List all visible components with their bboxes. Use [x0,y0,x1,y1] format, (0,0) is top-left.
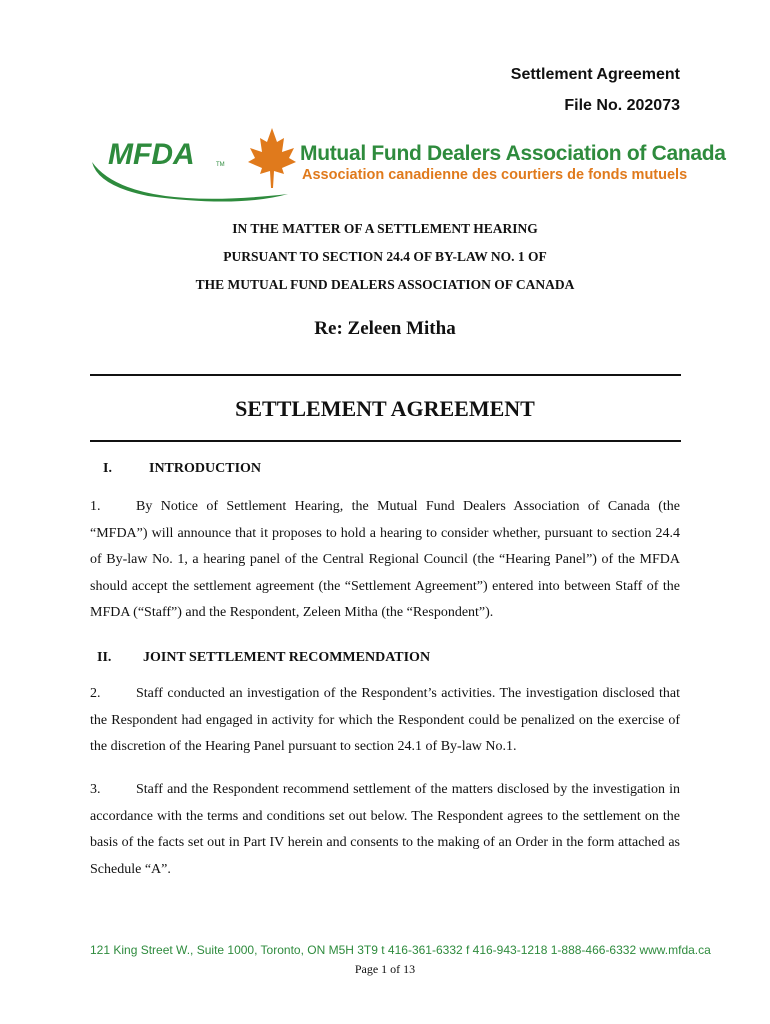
title-rule-top [90,374,681,376]
section-number: II. [97,650,112,665]
maple-leaf-icon [248,128,296,188]
file-number: File No. 202073 [564,97,680,114]
org-name-french: Association canadienne des courtiers de fonds mutuels [302,167,688,183]
page-number: Page 1 of 13 [354,962,416,976]
org-name-english: Mutual Fund Dealers Association of Canada [300,142,726,165]
matter-line-3: THE MUTUAL FUND DEALERS ASSOCIATION OF CANADA [195,277,575,292]
paragraph [90,777,680,883]
section-title: JOINT SETTLEMENT RECOMMENDATION [143,650,431,665]
paragraph-text: Staff conducted an investigation of the Respondent’s activities. The investigation disclosed that the Respondent had engaged in activity for which the Respondent could be penalized on the exercise of the discretion of the Hearing Panel pursuant to section 24.1 of By-law No.1. [90,686,680,754]
re-line: Re: Zeleen Mitha [314,318,456,339]
paragraph-number: 1. [90,499,101,514]
paragraph-text: Staff and the Respondent recommend settlement of the matters disclosed by the investigation in accordance with the terms and conditions set out below. The Respondent agrees to the settlement on the basis of the facts set out in Part IV herein and consents to the making of an Order in the form attached as Schedule “A”. [90,782,680,877]
paragraph-number: 2. [90,686,101,701]
paragraph-number: 3. [90,782,101,797]
logo-tm: TM [216,162,225,168]
title-rule-bottom [90,440,681,442]
section-heading-introduction [103,461,261,477]
logo-acronym: MFDA [108,138,195,171]
paragraph-text: By Notice of Settlement Hearing, the Mutual Fund Dealers Association of Canada (the “MFDA”) will announce that it proposes to hold a hearing to consider whether, pursuant to section 24.4 of By-law No. 1, a hearing panel of the Central Regional Council (the “Hearing Panel”) of the MFDA should accept the settlement agreement (the “Settlement Agreement”) entered into between Staff of the MFDA (“Staff”) and the Respondent, Zeleen Mitha (the “Respondent”). [90,499,680,620]
section-number: I. [103,461,112,476]
section-heading-joint-settlement [97,650,430,666]
matter-line-1: IN THE MATTER OF A SETTLEMENT HEARING [232,221,538,236]
section-title: INTRODUCTION [149,461,262,476]
paragraph [90,494,680,627]
matter-line-2: PURSUANT TO SECTION 24.4 OF BY-LAW NO. 1 OF [223,249,547,264]
document-title: SETTLEMENT AGREEMENT [235,396,535,421]
paragraph [90,681,680,761]
footer-address: 121 King Street W., Suite 1000, Toronto, ON M5H 3T9 t 416-361-6332 f 416-943-1218 1-888-466-6332 www.mfda.ca [90,943,711,957]
document-type-label: Settlement Agreement [510,66,680,83]
